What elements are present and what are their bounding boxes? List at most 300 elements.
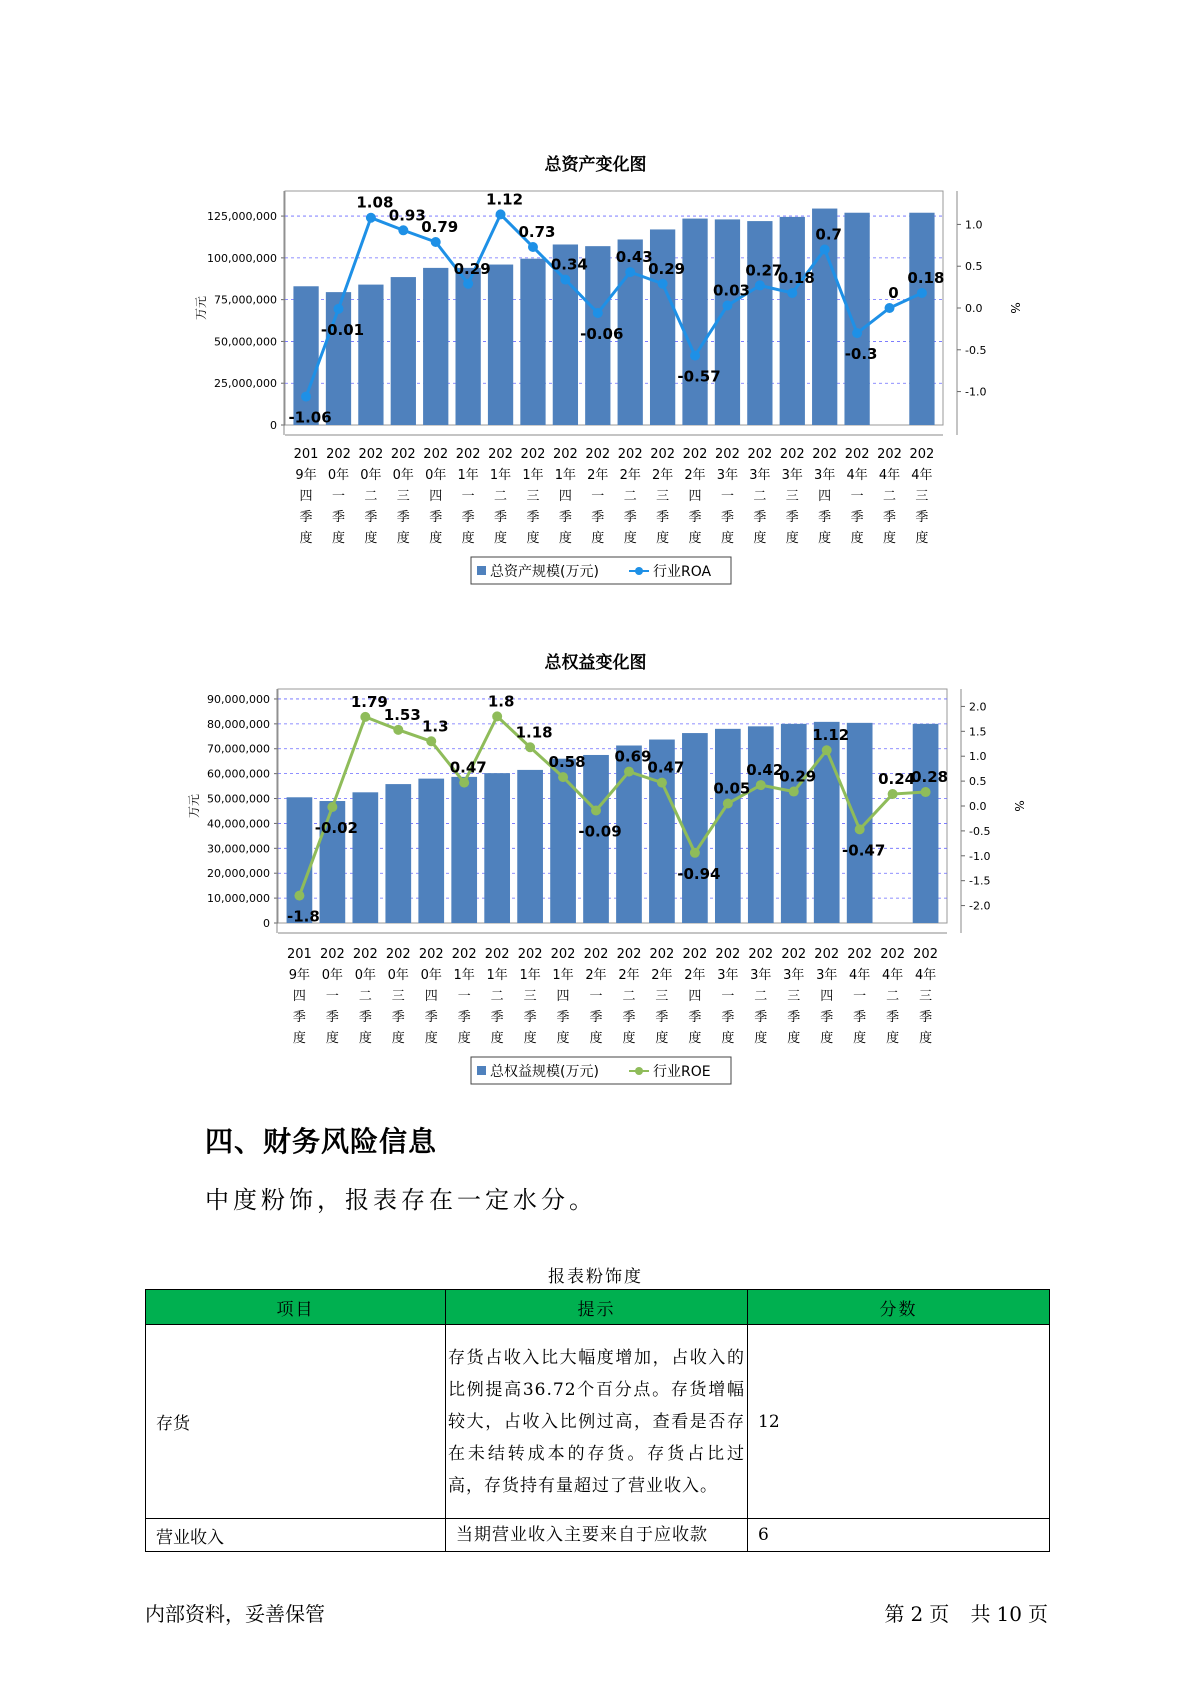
category-label: 度 (886, 1031, 900, 1046)
category-label: 二 (883, 489, 897, 504)
category-label: 四 (688, 989, 702, 1004)
category-label: 1年 (519, 968, 541, 983)
line-point (492, 711, 502, 721)
right-tick-label: -0.5 (965, 343, 987, 357)
left-tick-label: 0 (270, 419, 277, 432)
category-label: 4年 (911, 468, 933, 483)
category-label: 一 (461, 489, 475, 504)
left-axis-title: 万元 (194, 295, 208, 321)
left-tick-label: 75,000,000 (214, 293, 277, 307)
category-label: 度 (523, 1031, 537, 1046)
category-label: 度 (787, 1031, 801, 1046)
category-label: 季 (785, 510, 799, 525)
line-point (360, 712, 370, 722)
category-label: 202 (715, 947, 741, 962)
category-label: 季 (494, 510, 508, 525)
data-label: 0.28 (911, 768, 949, 787)
data-label: 1.18 (515, 723, 553, 742)
bar (781, 724, 807, 923)
category-label: 0年 (425, 468, 447, 483)
category-label: 三 (655, 989, 669, 1004)
category-label: 三 (919, 989, 933, 1004)
bar (682, 733, 708, 923)
category-label: 季 (820, 1010, 834, 1025)
category-label: 季 (919, 1010, 933, 1025)
category-label: 度 (753, 531, 767, 546)
category-label: 4年 (878, 468, 901, 483)
category-label: 度 (556, 1031, 570, 1046)
category-label: 季 (292, 1010, 306, 1025)
category-label: 202 (748, 947, 774, 962)
footer-confidential: 内部资料，妥善保管 (145, 1602, 325, 1626)
data-label: 0.29 (453, 259, 491, 278)
category-label: 0年 (327, 468, 350, 483)
category-label: 季 (818, 510, 832, 525)
category-label: 4年 (881, 968, 904, 983)
page-prefix: 第 (884, 1602, 905, 1626)
category-label: 季 (523, 1010, 537, 1025)
category-label: 度 (656, 531, 670, 546)
bar (715, 729, 741, 923)
page-unit: 页 (929, 1602, 950, 1626)
category-label: 202 (552, 447, 578, 462)
data-label: 0.42 (746, 761, 784, 780)
data-label: 0.18 (777, 268, 815, 287)
data-label: 0.24 (878, 770, 916, 789)
category-label: 3年 (783, 968, 805, 983)
data-label: 1.8 (487, 692, 515, 711)
data-label: 0.93 (388, 206, 426, 225)
category-label: 202 (585, 447, 611, 462)
right-tick-label: 1.0 (965, 218, 983, 232)
bar (484, 773, 510, 923)
data-label: 1.79 (350, 692, 388, 711)
category-label: 二 (358, 989, 372, 1004)
category-label: 季 (850, 510, 864, 525)
category-label: 202 (847, 947, 873, 962)
category-label: 三 (915, 489, 929, 504)
category-label: 二 (754, 989, 768, 1004)
bar (451, 777, 477, 923)
category-label: 季 (787, 1010, 801, 1025)
category-label: 度 (785, 531, 799, 546)
category-label: 度 (391, 1031, 405, 1046)
category-label: 202 (390, 447, 416, 462)
left-tick-label: 50,000,000 (207, 792, 270, 806)
right-tick-label: 1.5 (969, 725, 987, 739)
category-label: 202 (616, 947, 642, 962)
category-label: 202 (583, 947, 609, 962)
data-label: 0.43 (615, 248, 653, 267)
legend-bar-label: 总资产规模(万元) (490, 564, 599, 580)
category-label: 2年 (651, 468, 674, 483)
category-label: 三 (787, 989, 801, 1004)
category-label: 2年 (587, 468, 609, 483)
right-tick-label: -0.5 (969, 824, 991, 838)
data-label: 0.7 (815, 225, 842, 244)
category-label: 季 (490, 1010, 504, 1025)
data-label: -0.06 (580, 325, 624, 344)
category-label: 度 (688, 531, 702, 546)
category-label: 度 (853, 1031, 867, 1046)
category-label: 度 (429, 531, 443, 546)
category-label: 3年 (781, 468, 803, 483)
category-label: 2年 (651, 968, 673, 983)
page-total: 10 (996, 1602, 1022, 1626)
data-label: 1.12 (812, 726, 850, 745)
assets-chart-title: 总资产变化图 (544, 155, 647, 175)
data-label: 1.12 (486, 190, 524, 209)
category-label: 四 (556, 989, 570, 1004)
category-label: 202 (319, 947, 345, 962)
category-label: 202 (715, 447, 740, 462)
category-label: 三 (391, 989, 405, 1004)
category-label: 四 (688, 489, 702, 504)
section-heading: 四、财务风险信息 (205, 1125, 438, 1158)
left-tick-label: 50,000,000 (214, 335, 277, 349)
right-tick-label: -2.0 (969, 899, 991, 913)
category-label: 度 (589, 1031, 603, 1046)
right-axis-title: % (1008, 302, 1022, 314)
line-point (888, 789, 898, 799)
category-label: 202 (649, 947, 675, 962)
line-point (855, 824, 865, 834)
category-label: 度 (688, 1031, 702, 1046)
category-label: 度 (558, 531, 572, 546)
line-point (723, 799, 733, 809)
table-row (146, 1519, 1050, 1552)
category-label: 202 (617, 447, 643, 462)
category-label: 度 (494, 531, 508, 546)
category-label: 202 (650, 447, 676, 462)
row-item: 存货 (146, 1325, 446, 1519)
category-label: 季 (591, 510, 605, 525)
header-item: 项目 (146, 1290, 446, 1325)
category-label: 1年 (522, 468, 544, 483)
category-label: 四 (820, 989, 834, 1004)
line-point (690, 848, 700, 858)
category-label: 二 (364, 489, 378, 504)
line-point (459, 778, 469, 788)
left-tick-label: 0 (263, 917, 270, 930)
data-label: -0.09 (578, 822, 622, 841)
category-label: 季 (526, 510, 540, 525)
bar (418, 779, 444, 923)
category-label: 3年 (814, 468, 836, 483)
category-label: 202 (517, 947, 543, 962)
data-label: 1.08 (356, 193, 394, 212)
category-label: 三 (396, 489, 410, 504)
category-label: 202 (682, 447, 708, 462)
data-label: 0.58 (548, 753, 586, 772)
data-label: 0.18 (907, 268, 945, 287)
category-label: 季 (396, 510, 410, 525)
table-header-row (146, 1290, 1050, 1325)
row-score: 12 (748, 1325, 1050, 1519)
category-label: 2年 (618, 968, 640, 983)
category-label: 一 (457, 989, 471, 1004)
category-label: 202 (358, 447, 384, 462)
category-label: 度 (490, 1031, 504, 1046)
page-current: 2 (910, 1602, 924, 1626)
right-axis-title: % (1012, 800, 1026, 812)
right-tick-label: 2.0 (969, 700, 987, 714)
line-point (657, 778, 667, 788)
category-label: 二 (623, 489, 637, 504)
data-label: 0.69 (614, 747, 652, 766)
footer-page-number (881, 1598, 1051, 1627)
category-label: 度 (424, 1031, 438, 1046)
category-label: 2年 (684, 468, 706, 483)
left-tick-label: 25,000,000 (214, 377, 277, 391)
category-label: 一 (720, 489, 734, 504)
category-label: 季 (558, 510, 572, 525)
category-label: 202 (455, 447, 481, 462)
category-label: 季 (299, 510, 313, 525)
category-label: 季 (461, 510, 475, 525)
category-label: 季 (754, 1010, 768, 1025)
line-point (822, 745, 832, 755)
category-label: 3年 (717, 968, 739, 983)
category-label: 3年 (816, 968, 838, 983)
category-label: 季 (688, 1010, 702, 1025)
row-hint: 存货占收入比大幅度增加，占收入的比例提高36.72个百分点。存货增幅较大，占收入比例过高，查看是否存在未结转成本的存货。存货占比过高，存货持有量超过了营业收入。 (446, 1325, 748, 1519)
bar (352, 792, 378, 923)
category-label: 一 (721, 989, 735, 1004)
category-label: 四 (818, 489, 832, 504)
right-tick-label: -1.5 (969, 874, 991, 888)
category-label: 202 (326, 447, 351, 462)
category-label: 四 (558, 489, 572, 504)
category-label: 202 (520, 447, 546, 462)
category-label: 季 (364, 510, 378, 525)
data-label: 0.47 (647, 758, 685, 777)
category-label: 度 (915, 531, 929, 546)
risk-table (145, 1289, 1050, 1552)
line-point (426, 736, 436, 746)
data-label: 0.34 (550, 255, 588, 274)
category-label: 三 (656, 489, 670, 504)
category-label: 度 (623, 531, 637, 546)
header-score: 分数 (748, 1290, 1050, 1325)
category-label: 202 (913, 947, 938, 962)
data-label: -0.02 (314, 818, 359, 837)
category-label: 季 (655, 1010, 669, 1025)
table-row (146, 1325, 1050, 1519)
category-label: 四 (292, 989, 306, 1004)
line-point (327, 802, 337, 812)
category-label: 二 (494, 489, 508, 504)
category-label: 202 (488, 447, 513, 462)
category-label: 度 (850, 531, 864, 546)
category-label: 202 (880, 947, 906, 962)
category-label: 202 (877, 447, 902, 462)
category-label: 一 (589, 989, 603, 1004)
legend-line-label: 行业ROA (653, 564, 712, 580)
left-tick-label: 20,000,000 (207, 867, 270, 881)
data-label: 0.05 (713, 779, 751, 798)
category-label: 202 (423, 447, 449, 462)
page-total-prefix: 共 (970, 1602, 991, 1626)
data-label: 0.29 (648, 259, 686, 278)
data-label: 0.03 (712, 281, 750, 300)
left-tick-label: 40,000,000 (207, 817, 270, 831)
right-tick-label: 0.0 (969, 800, 987, 813)
data-label: -0.01 (320, 320, 365, 339)
line-point (921, 787, 931, 797)
category-label: 季 (424, 1010, 438, 1025)
category-label: 度 (292, 1031, 306, 1046)
category-label: 一 (591, 489, 605, 504)
category-label: 度 (655, 1031, 669, 1046)
category-label: 202 (385, 947, 411, 962)
category-label: 202 (814, 947, 840, 962)
bar (913, 724, 939, 923)
category-label: 三 (526, 489, 540, 504)
page-total-unit: 页 (1028, 1602, 1048, 1626)
line-point (393, 725, 403, 735)
header-hint: 提示 (446, 1290, 748, 1325)
category-label: 1年 (486, 968, 508, 983)
table-caption: 报表粉饰度 (548, 1267, 643, 1287)
category-label: 度 (721, 1031, 735, 1046)
category-label: 季 (688, 510, 702, 525)
data-label: -0.47 (842, 841, 886, 860)
left-axis-title: 万元 (187, 793, 201, 819)
category-label: 0年 (420, 968, 442, 983)
data-label: 0.27 (745, 261, 783, 280)
right-tick-label: -1.0 (965, 385, 987, 399)
category-label: 季 (391, 1010, 405, 1025)
category-label: 季 (556, 1010, 570, 1025)
data-label: 0.29 (779, 767, 817, 786)
equity-chart-title: 总权益变化图 (544, 653, 647, 673)
left-tick-label: 70,000,000 (207, 742, 270, 756)
category-label: 9年 (295, 468, 317, 483)
bar (550, 759, 576, 923)
category-label: 度 (591, 531, 605, 546)
category-label: 0年 (321, 968, 344, 983)
legend-bar-label: 总权益规模(万元) (490, 1064, 599, 1080)
category-label: 度 (754, 1031, 768, 1046)
category-label: 201 (293, 447, 319, 462)
data-label: 1.3 (421, 717, 449, 736)
category-label: 二 (753, 489, 767, 504)
category-label: 0年 (354, 968, 376, 983)
bar (517, 770, 543, 923)
legend-line-marker (635, 1067, 643, 1075)
category-label: 二 (886, 989, 900, 1004)
category-label: 1年 (457, 468, 479, 483)
data-label: 0.73 (518, 222, 556, 241)
left-tick-label: 125,000,000 (207, 210, 277, 224)
bar (287, 797, 313, 923)
category-label: 9年 (288, 968, 311, 983)
category-label: 度 (457, 1031, 471, 1046)
right-tick-label: -1.0 (969, 849, 991, 863)
data-label: 1.53 (383, 705, 421, 724)
data-label: -0.94 (677, 864, 721, 883)
category-label: 季 (358, 1010, 372, 1025)
category-label: 三 (523, 989, 537, 1004)
category-label: 202 (682, 947, 708, 962)
category-label: 季 (325, 1010, 339, 1025)
category-label: 度 (622, 1031, 636, 1046)
category-label: 季 (623, 510, 637, 525)
category-label: 度 (919, 1031, 933, 1046)
category-label: 202 (844, 447, 870, 462)
category-label: 度 (461, 531, 475, 546)
category-label: 四 (299, 489, 313, 504)
legend-bar-swatch (477, 1066, 486, 1075)
category-label: 202 (781, 947, 807, 962)
category-label: 季 (883, 510, 897, 525)
category-label: 202 (550, 947, 576, 962)
category-label: 1年 (554, 468, 577, 483)
left-tick-label: 60,000,000 (207, 767, 270, 781)
category-label: 度 (820, 1031, 834, 1046)
category-label: 1年 (453, 968, 475, 983)
category-label: 2年 (585, 968, 607, 983)
category-label: 202 (779, 447, 805, 462)
category-label: 四 (429, 489, 443, 504)
line-point (591, 805, 601, 815)
category-label: 季 (721, 1010, 735, 1025)
category-label: 202 (909, 447, 935, 462)
category-label: 季 (886, 1010, 900, 1025)
category-label: 度 (364, 531, 378, 546)
category-label: 度 (526, 531, 540, 546)
row-item: 营业收入 (146, 1519, 446, 1552)
plot-area (278, 689, 947, 923)
row-hint: 当期营业收入主要来自于应收款 (446, 1519, 748, 1552)
category-label: 一 (853, 989, 867, 1004)
category-label: 2年 (619, 468, 641, 483)
category-label: 季 (853, 1010, 867, 1025)
category-label: 季 (753, 510, 767, 525)
row-score: 6 (748, 1519, 1050, 1552)
category-label: 度 (720, 531, 734, 546)
line-point (756, 780, 766, 790)
category-label: 度 (883, 531, 897, 546)
category-label: 0年 (387, 968, 409, 983)
legend-line-label: 行业ROE (653, 1064, 711, 1080)
right-tick-label: 0.5 (965, 260, 983, 274)
category-label: 度 (396, 531, 410, 546)
bar (847, 723, 873, 923)
section-text: 中度粉饰，报表存在一定水分。 (205, 1186, 597, 1214)
category-label: 1年 (489, 468, 512, 483)
category-label: 季 (429, 510, 443, 525)
line-point (558, 772, 568, 782)
category-label: 4年 (846, 468, 868, 483)
category-label: 二 (622, 989, 636, 1004)
category-label: 一 (850, 489, 864, 504)
data-label: 0.79 (421, 217, 459, 236)
category-label: 202 (352, 947, 378, 962)
category-label: 201 (287, 947, 312, 962)
category-label: 度 (299, 531, 313, 546)
right-tick-label: 0.5 (969, 775, 987, 789)
category-label: 0年 (392, 468, 414, 483)
data-label: 0.47 (449, 758, 487, 777)
category-label: 二 (490, 989, 504, 1004)
left-tick-label: 90,000,000 (207, 692, 270, 706)
category-label: 度 (818, 531, 832, 546)
category-label: 季 (622, 1010, 636, 1025)
right-tick-label: 0.0 (965, 302, 983, 315)
category-label: 季 (656, 510, 670, 525)
